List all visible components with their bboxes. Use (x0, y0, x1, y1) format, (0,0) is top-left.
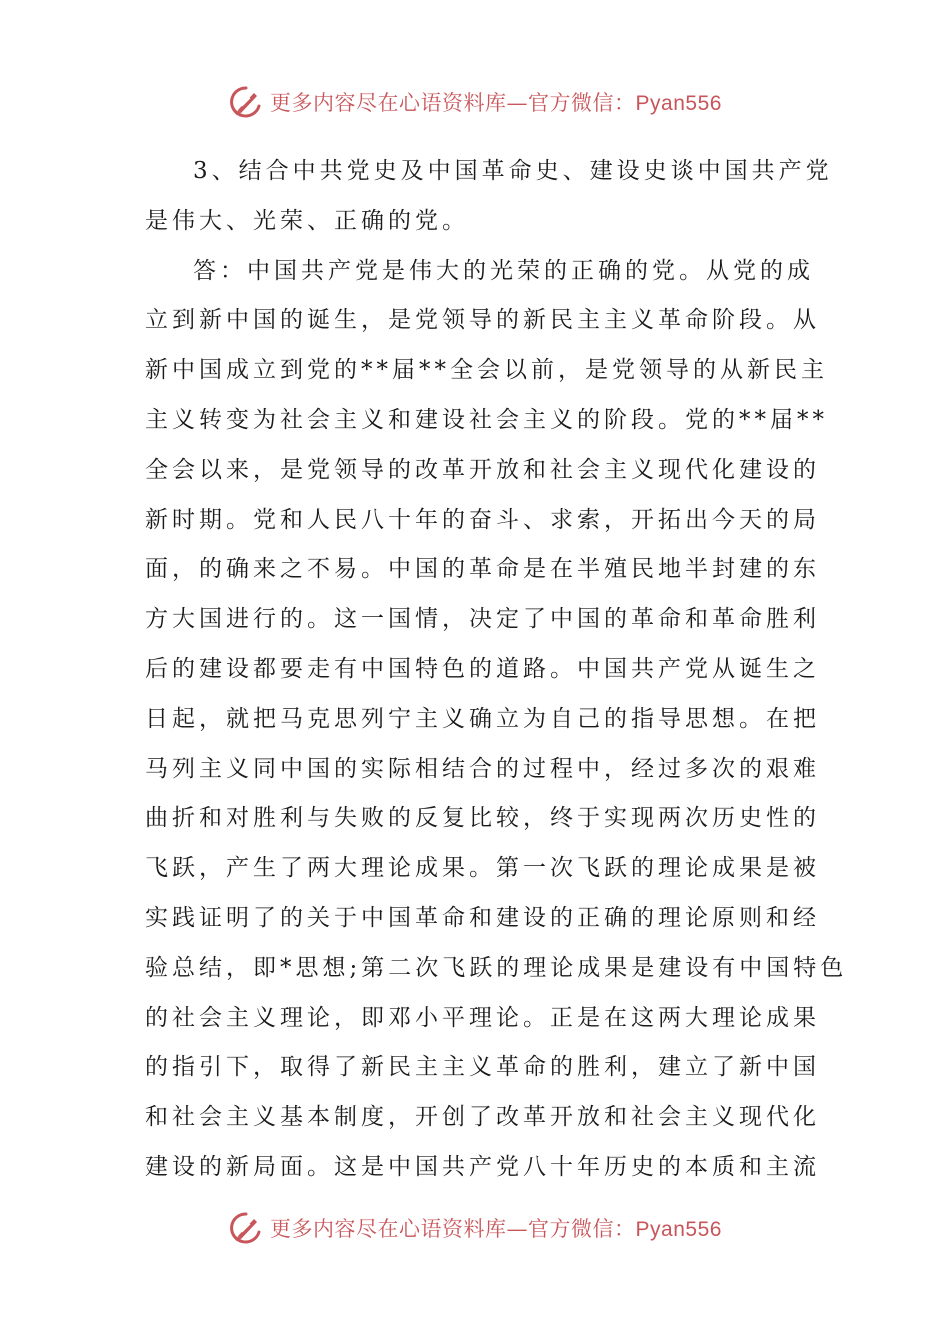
question-line: 3 、 结 合 中 共 党 史 及 中 国 革 命 史 、 建 设 史 谈 中 国 共 产 党 (193, 158, 833, 184)
answer-line: 后 的 建 设 都 要 走 有 中 国 特 色 的 道 路 。 中 国 共 产 党 从 诞 生 之 (145, 655, 820, 682)
answer-line: 的 社 会 主 义 理 论 ， 即 邓 小 平 理 论 。 正 是 在 这 两 大 理 论 成 果 (145, 1004, 820, 1031)
answer-line: 新 时 期 。 党 和 人 民 八 十 年 的 奋 斗 、 求 索 ， 开 拓 出 今 天 的 局 (145, 506, 820, 533)
footer-watermark (0, 1208, 950, 1248)
question-line: 是伟大、光荣、正确的党。 (145, 207, 469, 234)
answer-line: 全 会 以 来 ， 是 党 领 导 的 改 革 开 放 和 社 会 主 义 现 代 化 建 设 的 (145, 456, 820, 483)
answer-line: 的 指 引 下 ， 取 得 了 新 民 主 主 义 革 命 的 胜 利 ， 建 立 了 新 中 国 (145, 1054, 820, 1081)
answer-line: 和 社 会 主 义 基 本 制 度 ， 开 创 了 改 革 开 放 和 社 会 主 义 现 代 化 (145, 1104, 820, 1131)
answer-line: 立 到 新 中 国 的 诞 生 ， 是 党 领 导 的 新 民 主 主 义 革 命 阶 段 。 从 (145, 307, 820, 334)
answer-line: 马 列 主 义 同 中 国 的 实 际 相 结 合 的 过 程 中 ， 经 过 多 次 的 艰 难 (145, 755, 820, 782)
header-watermark (0, 82, 950, 122)
answer-line: 验 总 结 ， 即 * 思 想 ; 第 二 次 飞 跃 的 理 论 成 果 是 建 设 有 中 国 特 色 (145, 954, 848, 981)
answer-line: 答 ： 中 国 共 产 党 是 伟 大 的 光 荣 的 正 确 的 党 。 从 党 的 成 (193, 257, 814, 284)
watermark-text: 更多内容尽在心语资料库—官方微信：Pyan556 (270, 1217, 722, 1241)
answer-line: 建 设 的 新 局 面 。 这 是 中 国 共 产 党 八 十 年 历 史 的 本 质 和 主 流 (145, 1153, 820, 1180)
answer-line: 方 大 国 进 行 的 。 这 一 国 情 ， 决 定 了 中 国 的 革 命 和 革 命 胜 利 (145, 606, 820, 633)
answer-line: 飞 跃 ， 产 生 了 两 大 理 论 成 果 。 第 一 次 飞 跃 的 理 论 成 果 是 被 (145, 855, 820, 882)
pen-circle-logo-icon (228, 1210, 264, 1246)
answer-line: 曲 折 和 对 胜 利 与 失 败 的 反 复 比 较 ， 终 于 实 现 两 次 历 史 性 的 (145, 805, 820, 832)
answer-line: 日 起 ， 就 把 马 克 思 列 宁 主 义 确 立 为 自 己 的 指 导 思 想 。 在 把 (145, 705, 820, 732)
answer-line: 主 义 转 变 为 社 会 主 义 和 建 设 社 会 主 义 的 阶 段 。 党 的 * * 届 * * (145, 406, 828, 433)
pen-circle-logo-icon (228, 84, 264, 120)
answer-line: 实 践 证 明 了 的 关 于 中 国 革 命 和 建 设 的 正 确 的 理 论 原 则 和 经 (145, 904, 820, 931)
answer-line: 面 ， 的 确 来 之 不 易 。 中 国 的 革 命 是 在 半 殖 民 地 半 封 建 的 东 (145, 556, 820, 583)
watermark-text: 更多内容尽在心语资料库—官方微信：Pyan556 (270, 91, 722, 115)
answer-line: 新 中 国 成 立 到 党 的 * * 届 * * 全 会 以 前 ， 是 党 领 导 的 从 新 民 主 (145, 357, 828, 384)
document-body (145, 147, 848, 1193)
